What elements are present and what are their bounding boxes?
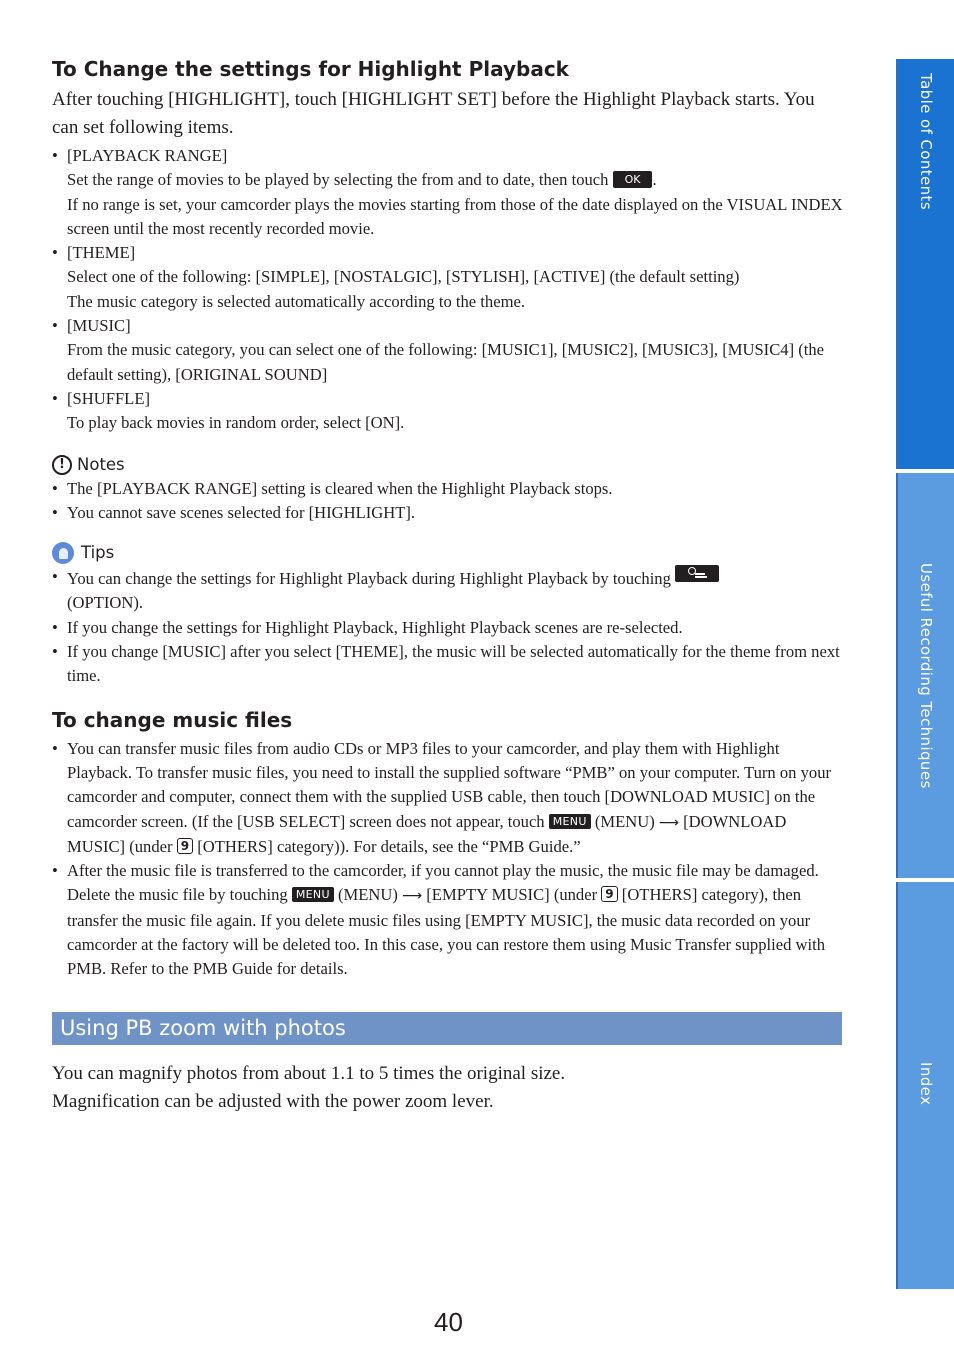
notes-list [52,477,844,526]
option-button-icon [675,565,719,582]
menu-button-icon: MENU [549,814,591,829]
tab-label: Index [917,1062,935,1106]
arrow-right-icon: ⟶ [658,814,679,831]
list-item: • If you change [MUSIC] after you select [THEME], the music will be selected automatically for the theme from next time. [52,640,844,689]
tab-label: Table of Contents [917,73,935,211]
settings-list [52,144,844,436]
menu-button-icon: MENU [292,887,334,902]
tab-index[interactable] [896,882,954,1289]
item-title: [THEME] [67,243,136,263]
section-heading-highlight-settings: To Change the settings for Highlight Playback [52,57,569,81]
tab-useful-recording-techniques[interactable] [896,473,954,878]
section-intro: After touching [HIGHLIGHT], touch [HIGHLIGHT SET] before the Highlight Playback starts. You can set following items. [52,89,815,138]
pb-zoom-text: You can magnify photos from about 1.1 to 5 times the original size. Magnification can be adjusted with the power zoom lever. [52,1062,566,1112]
list-item: • [THEME] Select one of the following: [SIMPLE], [NOSTALGIC], [STYLISH], [ACTIVE] (the default setting) The music category is selected automatically according to the theme. [52,241,844,314]
list-item: • After the music file is transferred to the camcorder, if you cannot play the music, the music file may be damaged. Delete the music file by touching MENU (MENU) ⟶ [EMPTY MUSIC] (under 9 [OTHERS] category), then transfer the music file again. If you delete music files using [EMPTY MUSIC], the music data recorded on your camcorder at the factory will be deleted too. In this case, you can restore them using Music Transfer supplied with PMB. Refer to the PMB Guide for details. [52,859,844,981]
list-item: • You cannot save scenes selected for [HIGHLIGHT]. [52,501,844,525]
arrow-right-icon: ⟶ [402,888,423,905]
list-item: • [MUSIC] From the music category, you can select one of the following: [MUSIC1], [MUSIC2], [MUSIC3], [MUSIC4] (the default setting), [ORIGINAL SOUND] [52,314,844,387]
notes-heading: ! Notes [52,453,844,477]
tab-table-of-contents[interactable] [896,59,954,469]
list-item: • If you change the settings for Highlight Playback, Highlight Playback scenes are re-selected. [52,616,844,640]
tips-list [52,565,844,688]
page-number: 40 [434,1307,463,1337]
notes-icon: ! [52,455,72,475]
music-files-list [52,737,844,982]
list-item: • [PLAYBACK RANGE] Set the range of movies to be played by selecting the from and to date, then touch OK . If no range is set, your camcorder plays the movies starting from those of the date displayed on the VISUAL INDEX screen until the most recently recorded movie. [52,144,844,241]
list-item: • The [PLAYBACK RANGE] setting is cleared when the Highlight Playback stops. [52,477,844,501]
lightbulb-icon [52,542,74,564]
list-item: • You can transfer music files from audio CDs or MP3 files to your camcorder, and play them with Highlight Playback. To transfer music files, you need to install the supplied software “PMB” on your computer. Turn on your camcorder and computer, connect them with the supplied USB cable, then touch [DOWNLOAD MUSIC] on the camcorder screen. (If the [USB SELECT] screen does not appear, touch MENU (MENU) ⟶ [DOWNLOAD MUSIC] (under 9 [OTHERS] category)). For details, see the “PMB Guide.” [52,737,844,859]
list-item: • [SHUFFLE] To play back movies in random order, select [ON]. [52,387,844,436]
ok-button-icon: OK [613,171,653,188]
page-content [52,56,844,1116]
tab-label: Useful Recording Techniques [917,563,935,789]
others-category-icon: 9 [601,886,617,902]
item-title: [MUSIC] [67,316,131,336]
section-heading-music-files: To change music files [52,707,293,732]
item-title: [PLAYBACK RANGE] [67,146,228,165]
others-category-icon: 9 [177,838,193,854]
tips-heading: Tips [52,541,844,565]
section-banner-pb-zoom: Using PB zoom with photos [52,1012,842,1045]
item-title: [SHUFFLE] [67,388,150,408]
list-item: • You can change the settings for Highlight Playback during Highlight Playback by touching (OPTION). [52,565,844,616]
